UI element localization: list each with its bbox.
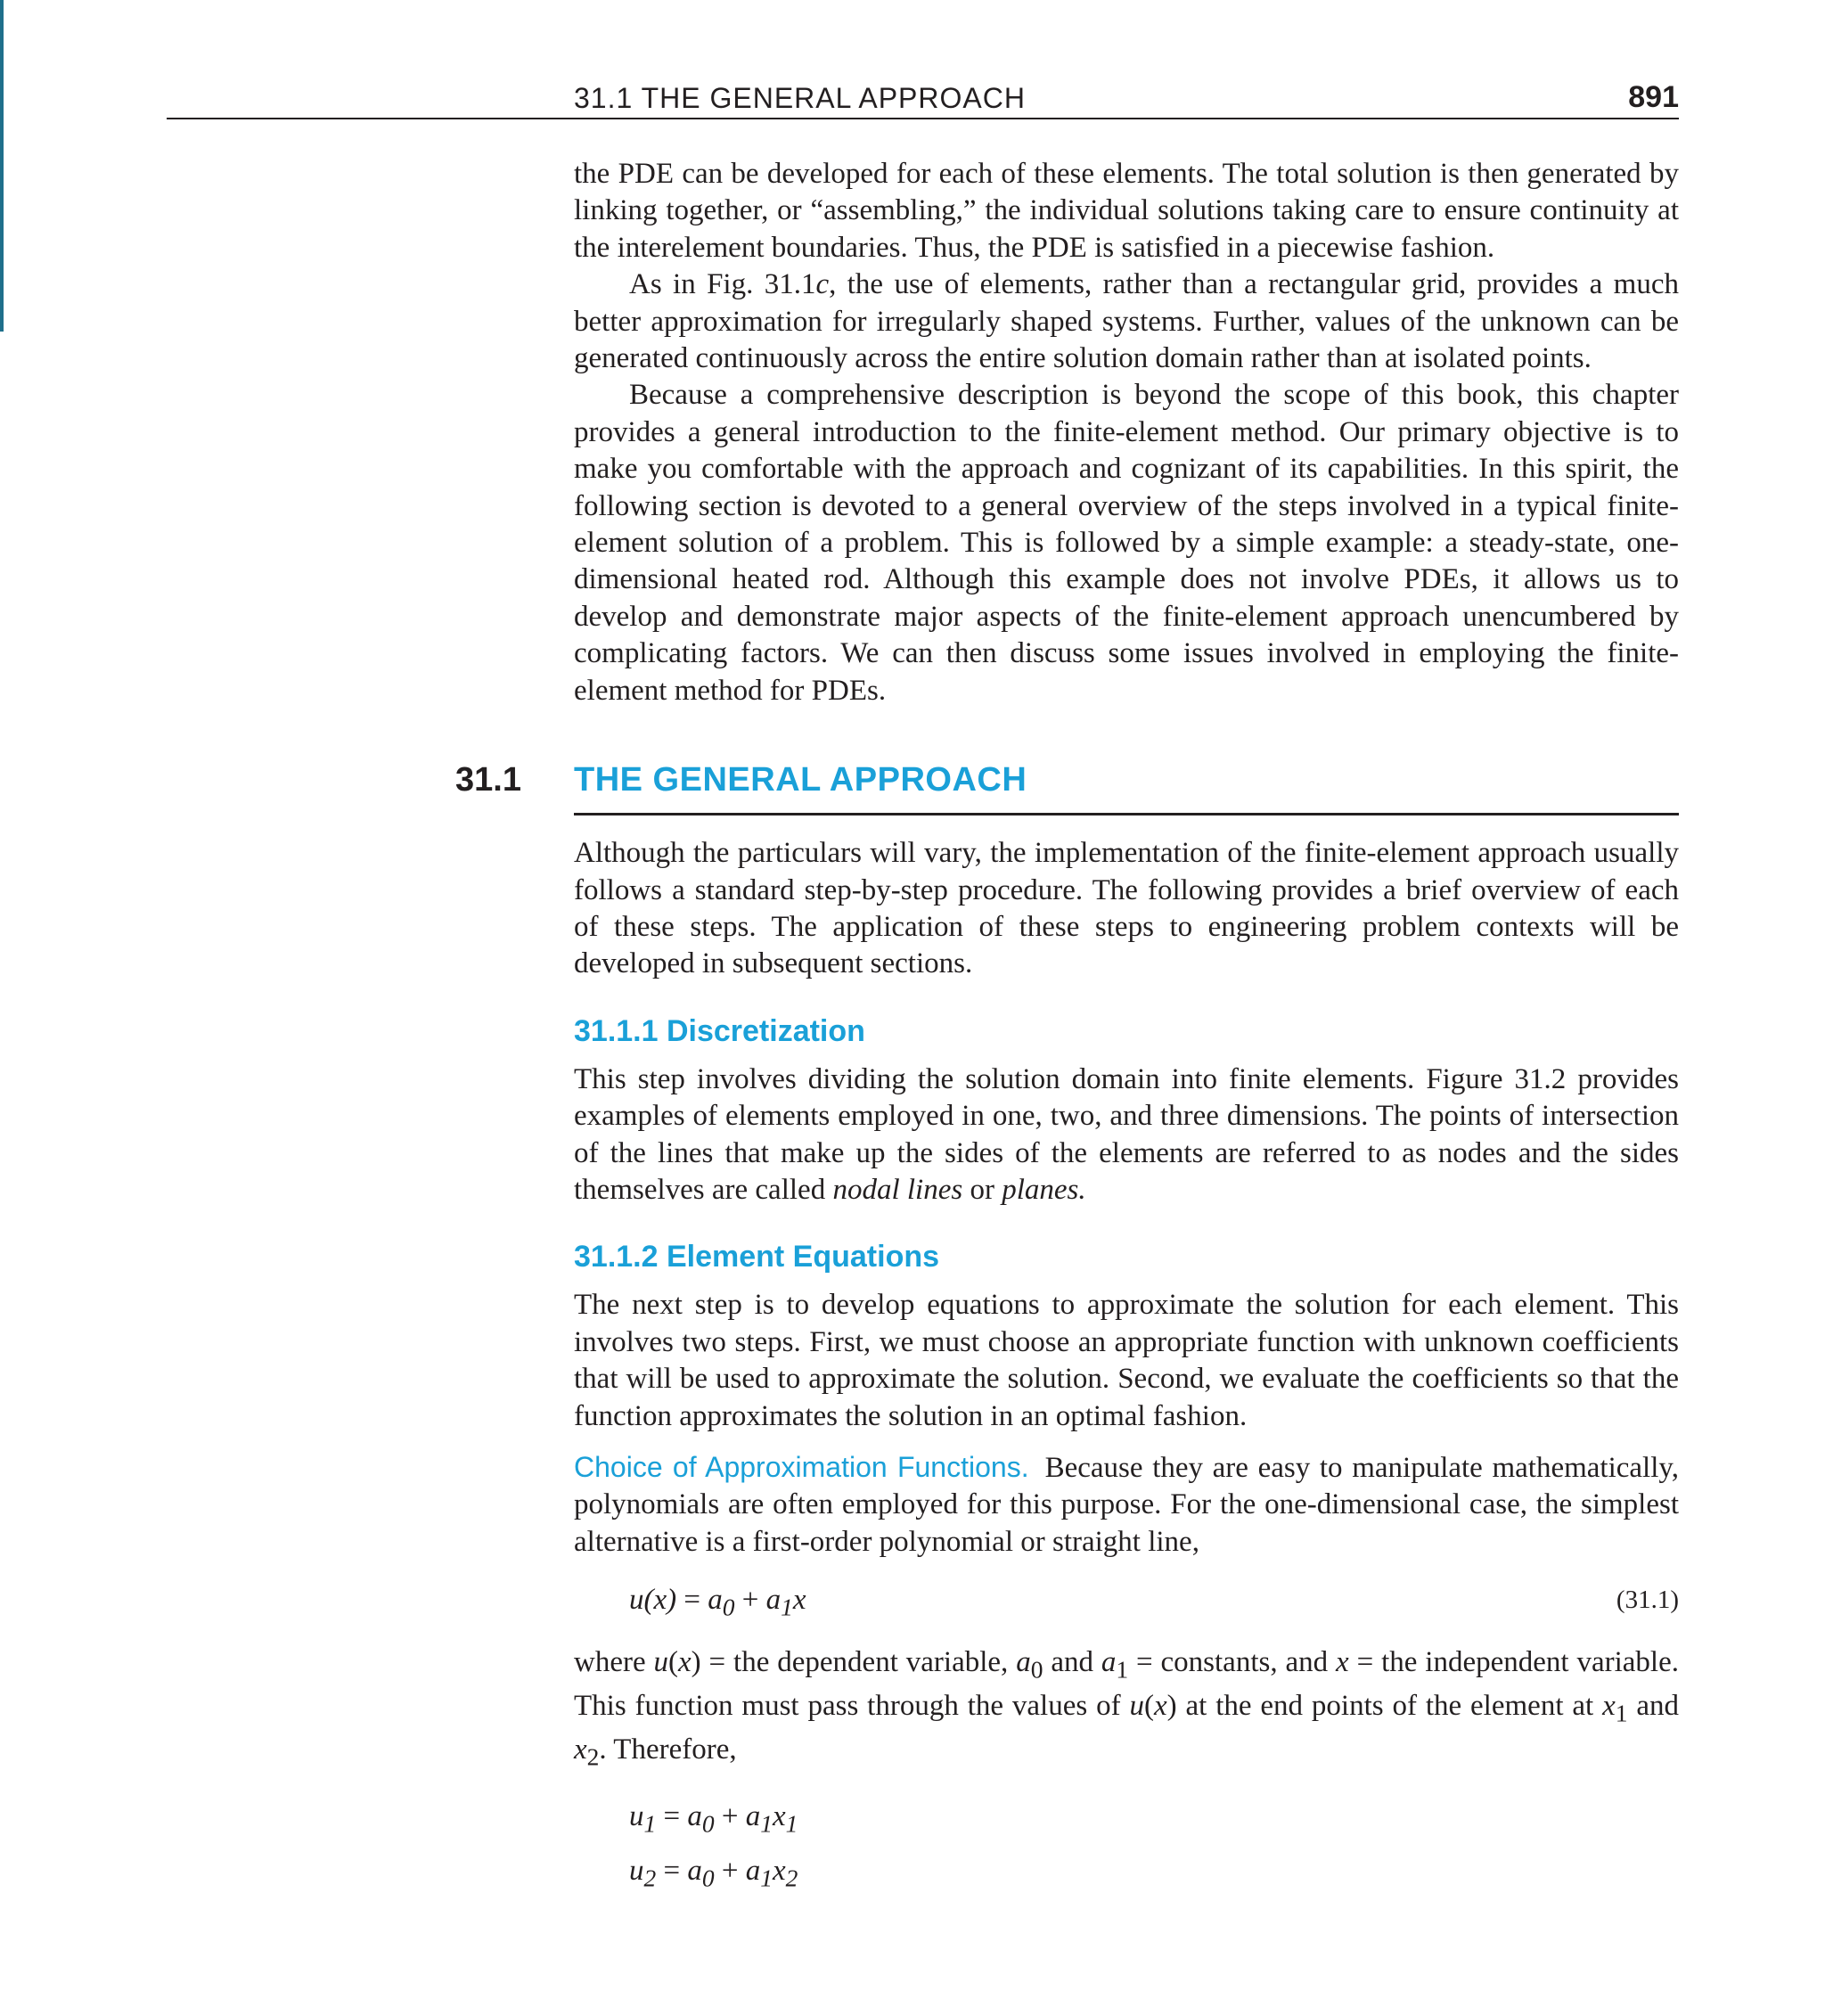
section-number: 31.1 [455,761,521,799]
connector-or: or [962,1173,1003,1206]
running-header [167,80,1679,119]
equation-31-1 [574,1580,1679,1625]
intro-paragraph-2: As in Fig. 31.1c, the use of elements, rather than a rectangular grid, provides a much better approximation for irregularly shaped systems. Further, values of the unknown can be generated continuously across the entire solution domain rather than at isolated points. [574,268,1679,375]
choice-paragraph [574,1449,1679,1561]
discretization-text: This step involves dividing the solution domain into finite elements. Figure 31.2 provides examples of elements employed in one, two, and three dimensions. The points of intersection of the lines that make up the sides of the elements are referred to as nodes and the sides themselves are called [574,1062,1679,1206]
equation-number: (31.1) [1616,1586,1679,1615]
page-number: 891 [1628,80,1679,114]
section-title: THE GENERAL APPROACH [574,761,1027,799]
section-heading [455,761,1679,815]
variables-paragraph: where u(x) = the dependent variable, $a_0$ and $a_1$ = constants, and x = the independent variable. This function must pass through the values of u(x) at the end points of the element at $x_1$ and $x_2$. Therefore, [574,1646,1679,1771]
intro-paragraph-1: the PDE can be developed for each of these elements. The total solution is then generated by linking together, or “assembling,” the individual solutions taking care to ensure continuity at the interelement boundaries. Thus, the PDE is satisfied in a piecewise fashion. [574,158,1679,264]
term-planes: planes. [1002,1173,1086,1206]
subsection-heading-element-equations: 31.1.2 Element Equations [574,1240,940,1274]
equation-u1: $u_1 = a_0 + a_1x_1$ [629,1800,798,1838]
discretization-paragraph [574,1061,1679,1209]
choice-text: Because they are easy to manipulate mathematically, polynomials are often employed for this purpose. For the one-dimensional case, the simplest alternative is a first-order polynomial or straight line, [574,1451,1680,1558]
runin-heading: Choice of Approximation Functions. [574,1450,1029,1483]
section-intro-paragraph: Although the particulars will vary, the implementation of the finite-element approach usually follows a standard step-by-step procedure. The following provides a brief overview of each of these steps. The application of these steps to engineering problem contexts will be developed in subsequent sections. [574,837,1679,980]
endpoint-equations [574,1793,1679,1901]
element-equations-paragraph: The next step is to develop equations to approximate the solution for each element. This involves two steps. First, we must choose an appropriate function with unknown coefficients that will be used to approximate the solution. Second, we evaluate the coefficients so that the function approximates the solution in an optimal fashion. [574,1289,1679,1432]
subsection-heading-discretization: 31.1.1 Discretization [574,1013,865,1048]
page-edge-mark [0,0,4,332]
page-body [455,156,1680,1901]
running-header-title: 31.1 THE GENERAL APPROACH [574,82,1026,114]
term-nodal-lines: nodal lines [832,1173,963,1206]
equation-u2: $u_2 = a_0 + a_1x_2$ [629,1854,798,1892]
equation-31-1-formula: $u(x) = a_0 + a_1x$ [629,1584,806,1621]
intro-paragraph-3: Because a comprehensive description is beyond the scope of this book, this chapter provides a general introduction to the finite-element method. Our primary objective is to make you comfortable with the approach and cognizant of its capabilities. In this spirit, the following section is devoted to a general overview of the steps involved in a typical finite-element solution of a problem. This is followed by a simple example: a steady-state, one-dimensional heated rod. Although this example does not involve PDEs, it allows us to develop and demonstrate major aspects of the finite-element approach unencumbered by complicating factors. We can then discuss some issues involved in employing the finite-element method for PDEs. [574,379,1679,707]
